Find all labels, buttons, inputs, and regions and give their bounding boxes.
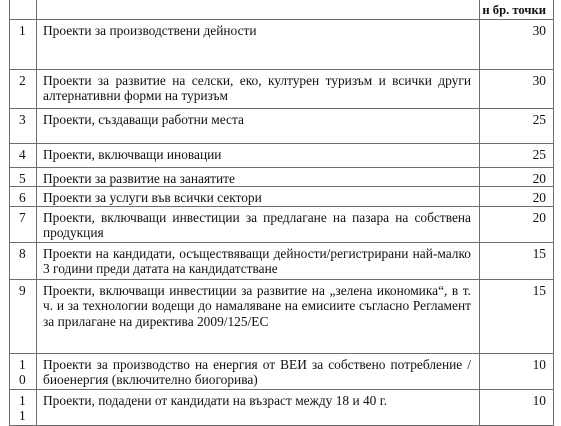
row-number: 2 <box>10 69 37 108</box>
header-num-cell <box>10 0 37 19</box>
row-number: 9 <box>10 279 37 353</box>
header-points-label: н бр. точки <box>480 0 554 19</box>
row-description: Проекти, включващи иновации <box>37 143 480 167</box>
row-number: 5 <box>10 167 37 187</box>
table-row <box>10 279 554 353</box>
table-row <box>10 108 554 143</box>
row-number: 6 <box>10 187 37 207</box>
row-description: Проекти за развитие на занаятите <box>37 167 480 187</box>
row-description: Проекти за развитие на селски, еко, културен туризъм и всички други алтернативни форми на туризъм <box>37 69 480 108</box>
header-row <box>10 0 554 19</box>
table-row <box>10 69 554 108</box>
row-number: 8 <box>10 242 37 279</box>
row-number: 10 <box>19 356 26 387</box>
row-number: 3 <box>10 108 37 143</box>
row-points: 20 <box>480 206 554 242</box>
table-row <box>10 187 554 207</box>
row-description: Проекти на кандидати, осъществяващи дейности/регистрирани най-малко 3 години преди датата на кандидатстване <box>37 242 480 279</box>
row-points: 15 <box>480 279 554 353</box>
row-points: 15 <box>480 242 554 279</box>
row-points: 25 <box>480 108 554 143</box>
row-description: Проекти за услуги във всички сектори <box>37 187 480 207</box>
table-row <box>10 206 554 242</box>
row-number: 1 <box>10 19 37 69</box>
row-points: 10 <box>480 353 554 389</box>
row-description: Проекти, включващи инвестиции за развитие на „зелена икономика“, в т. ч. и за технологии водещи до намаляване на емисиите съгласно Регламент за прилагане на директива 2009/125/ЕС <box>37 279 480 353</box>
header-desc-cell <box>37 0 480 19</box>
table-row <box>10 19 554 69</box>
table-row <box>10 167 554 187</box>
row-points: 20 <box>480 187 554 207</box>
row-points: 30 <box>480 69 554 108</box>
row-number: 4 <box>10 143 37 167</box>
criteria-table <box>9 0 554 426</box>
row-points: 25 <box>480 143 554 167</box>
row-description: Проекти за производствени дейности <box>37 19 480 69</box>
row-points: 10 <box>480 389 554 425</box>
row-points: 30 <box>480 19 554 69</box>
table-row <box>10 389 554 425</box>
row-number: 7 <box>10 206 37 242</box>
table-row <box>10 143 554 167</box>
row-description: Проекти, включващи инвестиции за предлагане на пазара на собствена продукция <box>37 206 480 242</box>
row-description: Проекти за производство на енергия от ВЕИ за собствено потребление / биоенергия (включително биогорива) <box>37 353 480 389</box>
row-description: Проекти, създаващи работни места <box>37 108 480 143</box>
row-number: 11 <box>19 392 26 423</box>
table-row <box>10 242 554 279</box>
row-points: 20 <box>480 167 554 187</box>
table-row <box>10 353 554 389</box>
row-description: Проекти, подадени от кандидати на възраст между 18 и 40 г. <box>37 389 480 425</box>
